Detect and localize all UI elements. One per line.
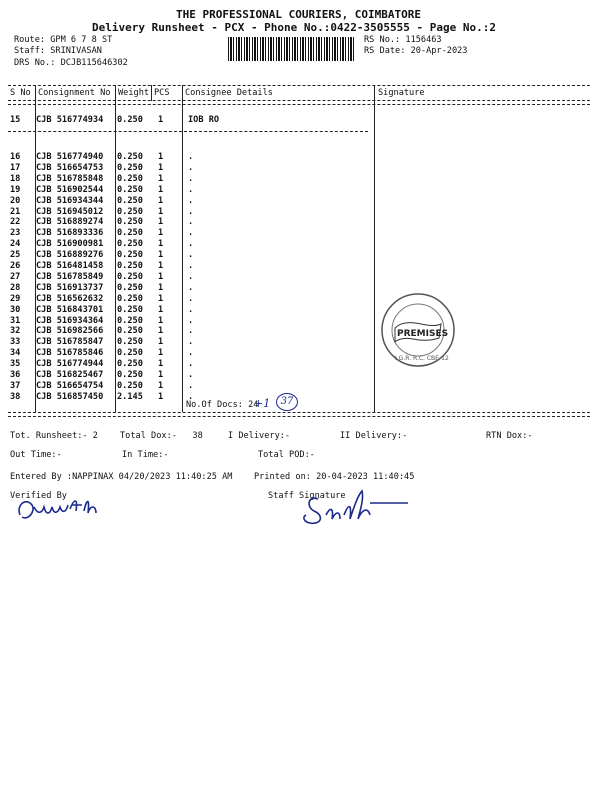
row-consignment: CJB 516785847 bbox=[36, 337, 104, 348]
row-consignee: . bbox=[188, 195, 194, 206]
total-dox: Total Dox:- 38 bbox=[120, 431, 203, 441]
row-pcs: 1 bbox=[158, 206, 164, 217]
row-weight: 0.250 bbox=[117, 239, 143, 250]
row-sno: 28 bbox=[10, 282, 21, 293]
table-row bbox=[10, 348, 370, 359]
table-row bbox=[10, 163, 370, 174]
row-consignment: CJB 516654754 bbox=[36, 380, 104, 391]
row-consignment: CJB 516934344 bbox=[36, 195, 104, 206]
row-pcs: 1 bbox=[158, 326, 164, 337]
stamp-ring-text: I.G.R. R.C. CBE-12 bbox=[395, 355, 449, 362]
row-consignment: CJB 516857450 bbox=[36, 391, 104, 402]
row-sno: 27 bbox=[10, 271, 21, 282]
table-row bbox=[10, 196, 370, 207]
row-consignment: CJB 516889276 bbox=[36, 250, 104, 261]
row-sno: 17 bbox=[10, 162, 21, 173]
column-header-consignee: Consignee Details bbox=[185, 88, 273, 98]
table-row bbox=[10, 261, 370, 272]
staff-label: Staff: SRINIVASAN bbox=[14, 46, 102, 56]
row-consignment: CJB 516774944 bbox=[36, 359, 104, 370]
row-consignee: . bbox=[188, 228, 194, 239]
row-consignment: CJB 516982566 bbox=[36, 326, 104, 337]
row-weight: 0.250 bbox=[117, 206, 143, 217]
row-pcs: 1 bbox=[158, 250, 164, 261]
row-consignment: CJB 516889274 bbox=[36, 217, 104, 228]
row-weight: 0.250 bbox=[117, 315, 143, 326]
row-consignee: . bbox=[188, 391, 194, 402]
table-row bbox=[10, 174, 370, 185]
row-consignee: . bbox=[188, 359, 194, 370]
verifier-signature-icon bbox=[12, 487, 122, 527]
table-header-rule bbox=[8, 100, 590, 101]
row-pcs: 1 bbox=[158, 315, 164, 326]
row-pcs: 1 bbox=[158, 152, 164, 162]
table-top-rule bbox=[8, 85, 590, 86]
row-pcs: 1 bbox=[158, 184, 164, 195]
column-header-pcs: PCS bbox=[154, 88, 170, 98]
row-weight: 0.250 bbox=[117, 115, 143, 125]
row-sno: 22 bbox=[10, 217, 21, 228]
column-divider bbox=[151, 85, 152, 101]
row-consignment: CJB 516900981 bbox=[36, 239, 104, 250]
table-header-rule-2 bbox=[8, 104, 590, 105]
row-pcs: 1 bbox=[158, 370, 164, 380]
row-consignee: . bbox=[188, 282, 194, 293]
row-pcs: 1 bbox=[158, 261, 164, 271]
table-row bbox=[10, 239, 370, 250]
row-weight: 0.250 bbox=[117, 217, 143, 228]
no-of-docs: No.Of Docs: 24 bbox=[186, 400, 259, 410]
row-consignment: CJB 516481458 bbox=[36, 261, 104, 271]
column-header-consignment: Consignment No bbox=[38, 88, 111, 98]
table-row bbox=[10, 370, 370, 381]
row-sno: 30 bbox=[10, 304, 21, 315]
row-pcs: 1 bbox=[158, 217, 164, 228]
row-sno: 16 bbox=[10, 152, 21, 162]
table-row bbox=[10, 272, 370, 283]
row-consignment: CJB 516945012 bbox=[36, 206, 104, 217]
row-consignee: . bbox=[188, 293, 194, 304]
table-row bbox=[10, 359, 370, 370]
row-consignment: CJB 516774934 bbox=[36, 115, 104, 125]
table-row bbox=[10, 326, 370, 337]
column-header-signature: Signature bbox=[378, 88, 425, 98]
row-sno: 37 bbox=[10, 380, 21, 391]
row-consignment: CJB 516562632 bbox=[36, 293, 104, 304]
in-time: In Time:- bbox=[122, 450, 169, 460]
row-consignee: . bbox=[188, 152, 194, 162]
row-pcs: 1 bbox=[158, 282, 164, 293]
row-weight: 0.250 bbox=[117, 195, 143, 206]
table-row bbox=[10, 283, 370, 294]
row-sno: 18 bbox=[10, 173, 21, 184]
table-row bbox=[10, 152, 370, 163]
row-consignee: . bbox=[188, 261, 194, 271]
row-sno: 34 bbox=[10, 348, 21, 359]
row-pcs: 1 bbox=[158, 348, 164, 359]
row-consignee: . bbox=[188, 337, 194, 348]
table-row bbox=[10, 381, 370, 392]
row-sno: 29 bbox=[10, 293, 21, 304]
total-pod: Total POD:- bbox=[258, 450, 315, 460]
row-pcs: 1 bbox=[158, 173, 164, 184]
out-time: Out Time:- bbox=[10, 450, 62, 460]
row-pcs: 1 bbox=[158, 162, 164, 173]
table-bottom-rule-2 bbox=[8, 416, 590, 417]
row-weight: 0.250 bbox=[117, 370, 143, 380]
entered-by: Entered By :NAPPINAX 04/20/2023 11:40:25 AM bbox=[10, 472, 233, 482]
staff-signature-icon bbox=[296, 485, 416, 530]
row-consignment: CJB 516785848 bbox=[36, 173, 104, 184]
table-row bbox=[10, 305, 370, 316]
table-row bbox=[10, 207, 370, 218]
row-sno: 38 bbox=[10, 391, 21, 402]
handwritten-docs-addition: +1 bbox=[254, 397, 271, 410]
row-pcs: 1 bbox=[158, 304, 164, 315]
row-consignment: CJB 516825467 bbox=[36, 370, 104, 380]
row-sno: 33 bbox=[10, 337, 21, 348]
row-weight: 0.250 bbox=[117, 304, 143, 315]
row-weight: 0.250 bbox=[117, 348, 143, 359]
row-pcs: 1 bbox=[158, 239, 164, 250]
rs-date: RS Date: 20-Apr-2023 bbox=[364, 46, 468, 56]
row-weight: 0.250 bbox=[117, 282, 143, 293]
row-consignee: . bbox=[188, 315, 194, 326]
verified-by-label: Verified By bbox=[10, 491, 67, 501]
row-weight: 0.250 bbox=[117, 173, 143, 184]
row-consignee: . bbox=[188, 239, 194, 250]
column-header-sno: S No bbox=[10, 88, 31, 98]
row-consignment: CJB 516913737 bbox=[36, 282, 104, 293]
row-consignment: CJB 516893336 bbox=[36, 228, 104, 239]
row-weight: 0.250 bbox=[117, 152, 143, 162]
ii-delivery: II Delivery:- bbox=[340, 431, 408, 441]
row-consignee: . bbox=[188, 348, 194, 359]
printed-on: Printed on: 20-04-2023 11:40:45 bbox=[254, 472, 415, 482]
row-consignment: CJB 516774940 bbox=[36, 152, 104, 162]
row-weight: 0.250 bbox=[117, 228, 143, 239]
row-weight: 0.250 bbox=[117, 250, 143, 261]
rs-number: RS No.: 1156463 bbox=[364, 35, 442, 45]
row-consignment: CJB 516902544 bbox=[36, 184, 104, 195]
row-consignee: . bbox=[188, 206, 194, 217]
table-row bbox=[10, 294, 370, 305]
row-sno: 36 bbox=[10, 370, 21, 380]
column-header-weight: Weight bbox=[118, 88, 150, 98]
row-pcs: 1 bbox=[158, 195, 164, 206]
row-sno: 23 bbox=[10, 228, 21, 239]
row-weight: 0.250 bbox=[117, 184, 143, 195]
row-consignee: . bbox=[188, 217, 194, 228]
barcode-image bbox=[228, 37, 356, 61]
row-weight: 0.250 bbox=[117, 261, 143, 271]
row-sno: 24 bbox=[10, 239, 21, 250]
row-consignment: CJB 516785849 bbox=[36, 271, 104, 282]
row-consignee: . bbox=[188, 380, 194, 391]
runsheet-subtitle: Delivery Runsheet - PCX - Phone No.:0422-3505555 - Page No.:2 bbox=[92, 21, 496, 34]
row-sno: 26 bbox=[10, 261, 21, 271]
table-row bbox=[10, 115, 370, 126]
row-pcs: 1 bbox=[158, 391, 164, 402]
table-row bbox=[10, 250, 370, 261]
row-pcs: 1 bbox=[158, 359, 164, 370]
total-runsheet: Tot. Runsheet:- 2 bbox=[10, 431, 98, 441]
row-weight: 0.250 bbox=[117, 337, 143, 348]
row-consignee: IOB RO bbox=[188, 115, 220, 125]
row-consignee: . bbox=[188, 250, 194, 261]
row-weight: 0.250 bbox=[117, 293, 143, 304]
row-consignment: CJB 516654753 bbox=[36, 162, 104, 173]
row-pcs: 1 bbox=[158, 380, 164, 391]
row-consignment: CJB 516843701 bbox=[36, 304, 104, 315]
row-pcs: 1 bbox=[158, 271, 164, 282]
row-weight: 0.250 bbox=[117, 359, 143, 370]
table-row bbox=[10, 217, 370, 228]
row-pcs: 1 bbox=[158, 337, 164, 348]
table-row bbox=[10, 185, 370, 196]
row-pcs: 1 bbox=[158, 293, 164, 304]
row-sno: 19 bbox=[10, 184, 21, 195]
i-delivery: I Delivery:- bbox=[228, 431, 291, 441]
row-consignee: . bbox=[188, 304, 194, 315]
row-consignee: . bbox=[188, 326, 194, 337]
row-sno: 15 bbox=[10, 115, 21, 125]
row-weight: 2.145 bbox=[117, 391, 143, 402]
row-pcs: 1 bbox=[158, 115, 164, 125]
row-consignee: . bbox=[188, 271, 194, 282]
staff-signature-label: Staff Signature bbox=[268, 491, 346, 501]
table-bottom-rule bbox=[8, 412, 590, 413]
rtn-dox: RTN Dox:- bbox=[486, 431, 533, 441]
row-consignee: . bbox=[188, 184, 194, 195]
row-weight: 0.250 bbox=[117, 326, 143, 337]
company-name: THE PROFESSIONAL COURIERS, COIMBATORE bbox=[176, 8, 422, 21]
stamp-center-text: PREMISES bbox=[397, 329, 449, 339]
row-consignment: CJB 516785846 bbox=[36, 348, 104, 359]
row-weight: 0.250 bbox=[117, 271, 143, 282]
row-sno: 31 bbox=[10, 315, 21, 326]
handwritten-circled-total: 37 bbox=[276, 393, 298, 411]
row-consignee: . bbox=[188, 370, 194, 380]
row-separator bbox=[8, 131, 368, 132]
row-sno: 20 bbox=[10, 195, 21, 206]
table-row bbox=[10, 228, 370, 239]
table-row bbox=[10, 337, 370, 348]
row-weight: 0.250 bbox=[117, 380, 143, 391]
row-pcs: 1 bbox=[158, 228, 164, 239]
premises-stamp-icon bbox=[373, 290, 463, 370]
row-sno: 21 bbox=[10, 206, 21, 217]
table-row bbox=[10, 316, 370, 327]
row-sno: 32 bbox=[10, 326, 21, 337]
row-consignee: . bbox=[188, 173, 194, 184]
row-consignee: . bbox=[188, 162, 194, 173]
row-consignment: CJB 516934364 bbox=[36, 315, 104, 326]
drs-number: DRS No.: DCJB115646302 bbox=[14, 58, 128, 68]
row-weight: 0.250 bbox=[117, 162, 143, 173]
row-sno: 35 bbox=[10, 359, 21, 370]
row-sno: 25 bbox=[10, 250, 21, 261]
route-label: Route: GPM 6 7 8 ST bbox=[14, 35, 113, 45]
